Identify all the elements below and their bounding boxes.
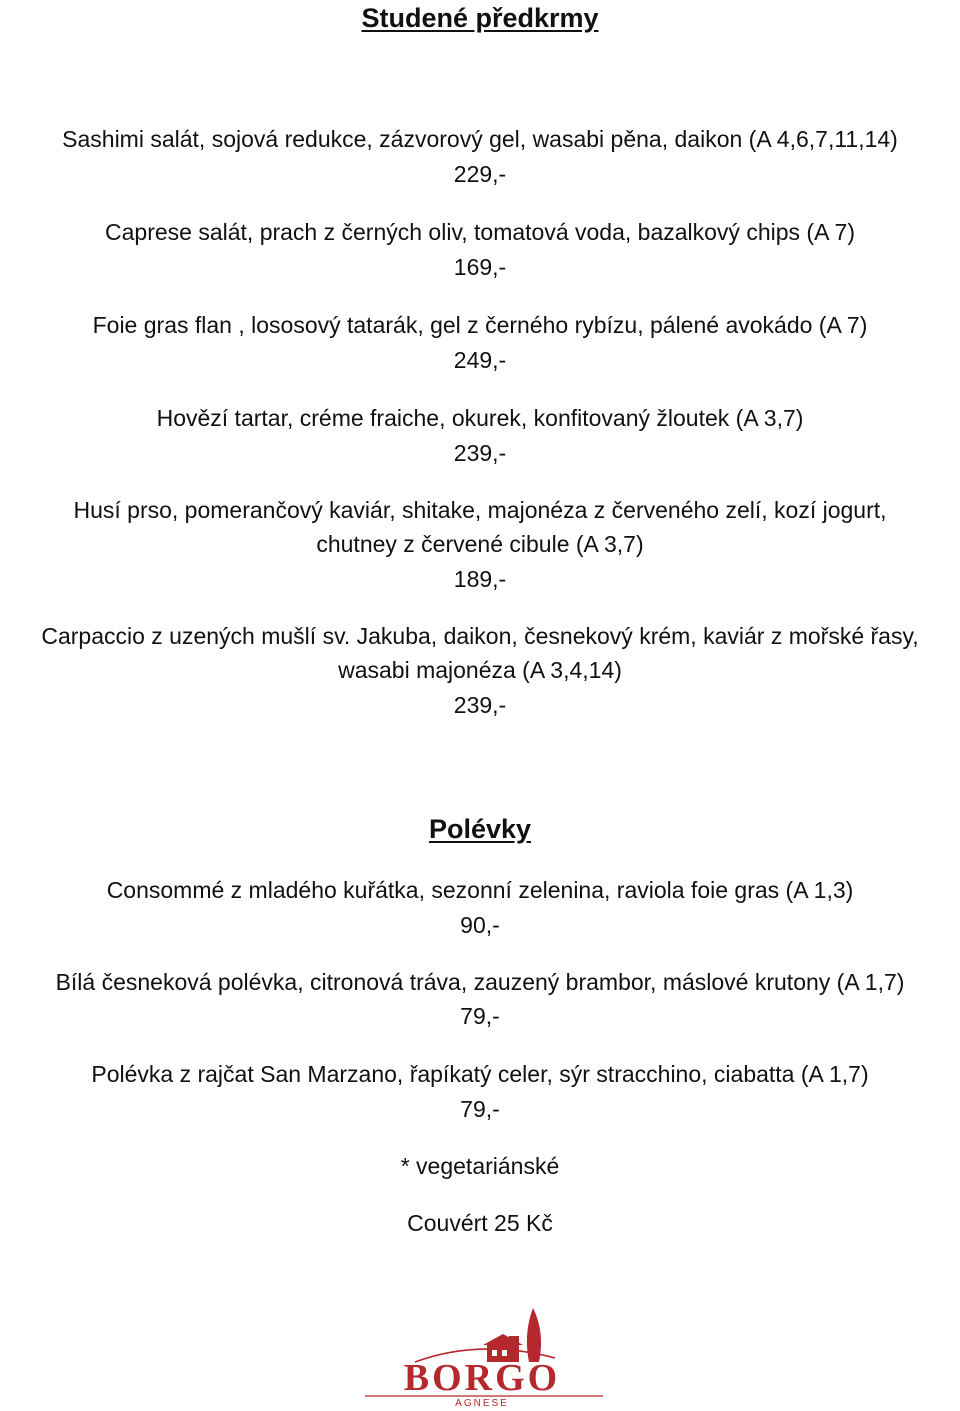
menu-item-price: 249,- — [453, 347, 507, 373]
menu-item-name-continued: chutney z červené cibule (A 3,7) — [316, 531, 644, 557]
menu-item-price: 189,- — [453, 566, 507, 592]
section-heading-soups: Polévky — [428, 814, 532, 844]
cypress-tree-icon — [527, 1308, 541, 1362]
menu-item-name: Foie gras flan , lososový tatarák, gel z černého rybízu, pálené avokádo (A 7) — [92, 312, 868, 338]
vegetarian-note: * vegetariánské — [400, 1153, 560, 1179]
menu-item-name: Husí prso, pomerančový kaviár, shitake, majonéza z červeného zelí, kozí jogurt, — [73, 497, 887, 523]
menu-item-name: Bílá česneková polévka, citronová tráva, zauzený brambor, máslové krutony (A 1,7) — [55, 969, 905, 995]
borgo-logo-graphic — [345, 1300, 620, 1408]
menu-item-name-continued: wasabi majonéza (A 3,4,14) — [338, 657, 622, 683]
section-heading-cold-starters: Studené předkrmy — [361, 3, 599, 33]
menu-item-price: 239,- — [453, 692, 507, 718]
menu-item-price: 229,- — [453, 161, 507, 187]
borgo-agnese-logo — [345, 1300, 620, 1408]
menu-item-price: 169,- — [453, 254, 507, 280]
menu-item-name: Sashimi salát, sojová redukce, zázvorový gel, wasabi pěna, daikon (A 4,6,7,11,14) — [62, 126, 898, 152]
logo-wordmark: BORGO — [403, 1357, 561, 1399]
menu-item-name: Hovězí tartar, créme fraiche, okurek, konfitovaný žloutek (A 3,7) — [156, 405, 804, 431]
couvert-note: Couvért 25 Kč — [407, 1210, 553, 1236]
menu-item-name: Consommé z mladého kuřátka, sezonní zelenina, raviola foie gras (A 1,3) — [106, 877, 854, 903]
menu-item-name: Caprese salát, prach z černých oliv, tomatová voda, bazalkový chips (A 7) — [105, 219, 855, 245]
menu-item-name: Carpaccio z uzených mušlí sv. Jakuba, daikon, česnekový krém, kaviár z mořské řasy, — [41, 623, 919, 649]
menu-item-price: 79,- — [460, 1096, 500, 1122]
menu-item-price: 79,- — [460, 1003, 500, 1029]
logo-subtitle: AGNESE — [455, 1398, 509, 1408]
menu-item-price: 90,- — [460, 912, 500, 938]
menu-item-name: Polévka z rajčat San Marzano, řapíkatý celer, sýr stracchino, ciabatta (A 1,7) — [91, 1061, 869, 1087]
menu-item-price: 239,- — [453, 440, 507, 466]
